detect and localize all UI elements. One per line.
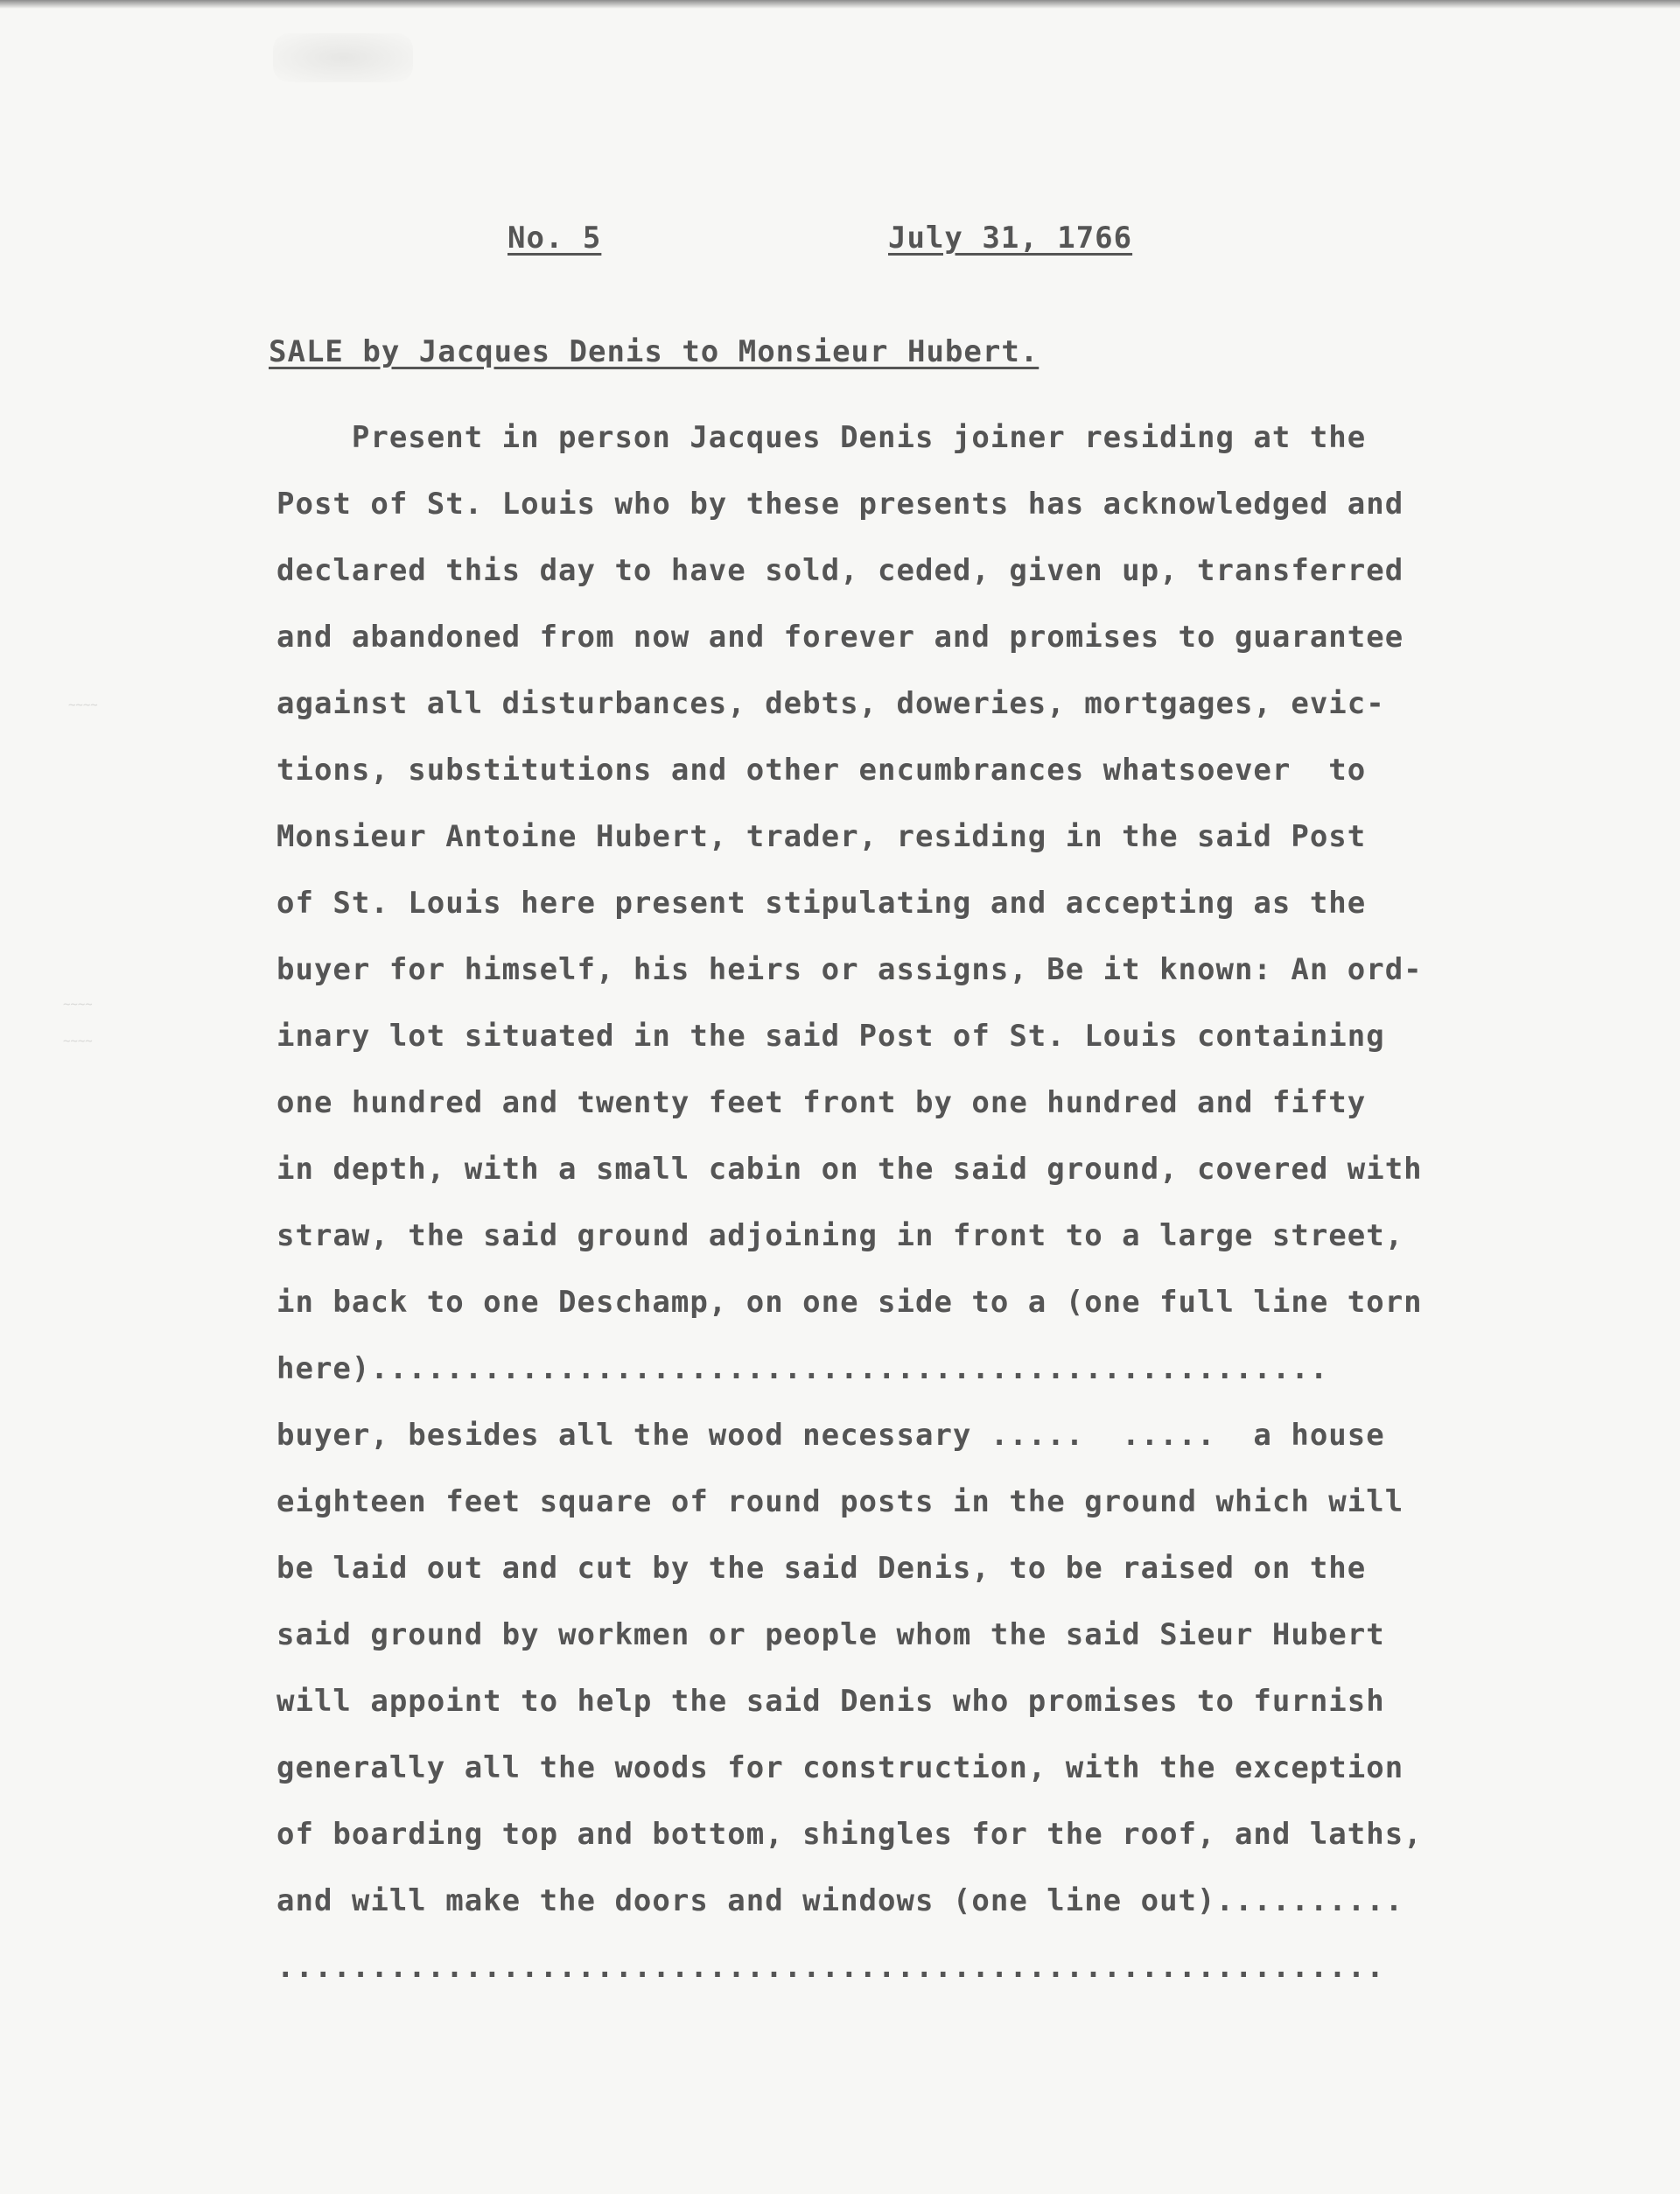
- margin-bleed-mark: ~~~~: [63, 998, 93, 1012]
- body-line: buyer, besides all the wood necessary ..... ..... a house: [276, 1418, 1385, 1453]
- body-line: buyer for himself, his heirs or assigns, Be it known: An ord-: [276, 952, 1423, 987]
- body-line: generally all the woods for construction, with the exception: [276, 1750, 1404, 1785]
- body-line: said ground by workmen or people whom the said Sieur Hubert: [276, 1617, 1385, 1652]
- body-line: of boarding top and bottom, shingles for the roof, and laths,: [276, 1817, 1423, 1852]
- body-line: tions, substitutions and other encumbrances whatsoever to: [276, 753, 1367, 788]
- body-line: in back to one Deschamp, on one side to a (one full line torn: [276, 1285, 1423, 1320]
- document-number: No. 5: [508, 221, 602, 256]
- body-line: will appoint to help the said Denis who promises to furnish: [276, 1684, 1385, 1719]
- document-date: July 31, 1766: [888, 221, 1133, 256]
- body-line: declared this day to have sold, ceded, given up, transferred: [276, 553, 1404, 588]
- body-line: in depth, with a small cabin on the said ground, covered with: [276, 1152, 1423, 1187]
- body-line: ...........................................................: [276, 1950, 1385, 1985]
- body-line: against all disturbances, debts, doweries, mortgages, evic-: [276, 686, 1385, 721]
- margin-bleed-mark: ~~~~: [68, 698, 98, 712]
- body-line: and will make the doors and windows (one line out)..........: [276, 1883, 1404, 1918]
- body-line: of St. Louis here present stipulating and accepting as the: [276, 886, 1367, 921]
- body-line: eighteen feet square of round posts in the ground which will: [276, 1484, 1404, 1519]
- document-title: SALE by Jacques Denis to Monsieur Hubert.: [269, 334, 1040, 369]
- body-line: one hundred and twenty feet front by one hundred and fifty: [276, 1085, 1367, 1120]
- body-line: here)...................................................: [276, 1351, 1329, 1386]
- body-line: inary lot situated in the said Post of St. Louis containing: [276, 1019, 1385, 1054]
- body-line: and abandoned from now and forever and promises to guarantee: [276, 620, 1404, 655]
- body-line: Monsieur Antoine Hubert, trader, residing in the said Post: [276, 819, 1367, 854]
- body-line: be laid out and cut by the said Denis, to be raised on the: [276, 1551, 1367, 1586]
- body-line: straw, the said ground adjoining in front to a large street,: [276, 1218, 1404, 1253]
- margin-bleed-mark: ~~~~: [63, 1034, 93, 1048]
- body-line: Post of St. Louis who by these presents has acknowledged and: [276, 487, 1404, 522]
- body-line: Present in person Jacques Denis joiner residing at the: [276, 420, 1367, 455]
